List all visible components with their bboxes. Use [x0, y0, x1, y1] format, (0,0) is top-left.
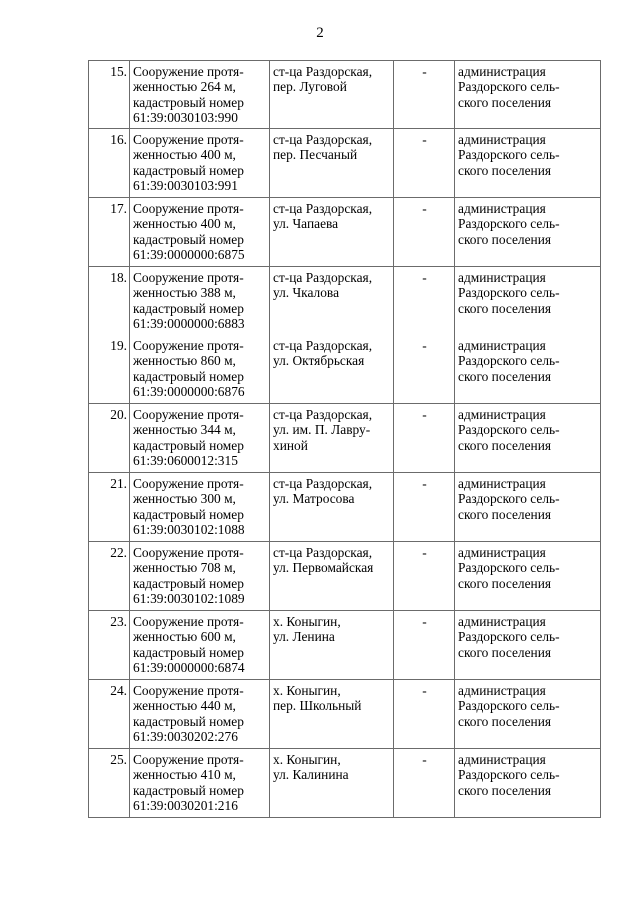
row-number-cell: 22.	[89, 542, 130, 611]
registry-body	[89, 61, 601, 818]
table-row	[89, 680, 601, 749]
encumbrance-cell: -	[394, 335, 455, 404]
object-address-cell: ст-ца Раздорская, ул. Матросова	[270, 473, 394, 542]
object-description-cell: Сооружение протя- женностью 440 м, кадастровый номер 61:39:0030202:276	[130, 680, 270, 749]
object-address-cell: х. Коныгин, ул. Калинина	[270, 749, 394, 818]
rights-holder-cell: администрация Раздорского сель- ского поселения	[455, 680, 601, 749]
object-address-cell: х. Коныгин, ул. Ленина	[270, 611, 394, 680]
object-address-cell: ст-ца Раздорская, пер. Луговой	[270, 61, 394, 129]
object-address-cell: ст-ца Раздорская, ул. Чапаева	[270, 198, 394, 267]
page-number: 2	[316, 25, 324, 41]
table-row	[89, 335, 601, 404]
row-number-cell: 23.	[89, 611, 130, 680]
row-number-cell: 19.	[89, 335, 130, 404]
table-row	[89, 542, 601, 611]
rights-holder-cell: администрация Раздорского сель- ского поселения	[455, 335, 601, 404]
rights-holder-cell: администрация Раздорского сель- ского поселения	[455, 611, 601, 680]
rights-holder-cell: администрация Раздорского сель- ского поселения	[455, 267, 601, 336]
row-number-cell: 21.	[89, 473, 130, 542]
object-address-cell: ст-ца Раздорская, ул. Чкалова	[270, 267, 394, 336]
table-row	[89, 129, 601, 198]
encumbrance-cell: -	[394, 267, 455, 336]
rights-holder-cell: администрация Раздорского сель- ского поселения	[455, 473, 601, 542]
encumbrance-cell: -	[394, 129, 455, 198]
object-address-cell: ст-ца Раздорская, пер. Песчаный	[270, 129, 394, 198]
object-description-cell: Сооружение протя- женностью 708 м, кадастровый номер 61:39:0030102:1089	[130, 542, 270, 611]
row-number-cell: 20.	[89, 404, 130, 473]
rights-holder-cell: администрация Раздорского сель- ского поселения	[455, 61, 601, 129]
object-description-cell: Сооружение протя- женностью 600 м, кадастровый номер 61:39:0000000:6874	[130, 611, 270, 680]
row-number-cell: 16.	[89, 129, 130, 198]
object-description-cell: Сооружение протя- женностью 344 м, кадастровый номер 61:39:0600012:315	[130, 404, 270, 473]
object-address-cell: ст-ца Раздорская, ул. Октябрьская	[270, 335, 394, 404]
object-address-cell: ст-ца Раздорская, ул. им. П. Лавру- хиной	[270, 404, 394, 473]
row-number-cell: 25.	[89, 749, 130, 818]
object-description-cell: Сооружение протя- женностью 410 м, кадастровый номер 61:39:0030201:216	[130, 749, 270, 818]
table-row	[89, 198, 601, 267]
table-row	[89, 611, 601, 680]
encumbrance-cell: -	[394, 749, 455, 818]
encumbrance-cell: -	[394, 542, 455, 611]
rights-holder-cell: администрация Раздорского сель- ского поселения	[455, 129, 601, 198]
rights-holder-cell: администрация Раздорского сель- ского поселения	[455, 749, 601, 818]
object-description-cell: Сооружение протя- женностью 400 м, кадастровый номер 61:39:0030103:991	[130, 129, 270, 198]
table-row	[89, 404, 601, 473]
row-number-cell: 24.	[89, 680, 130, 749]
rights-holder-cell: администрация Раздорского сель- ского поселения	[455, 198, 601, 267]
object-address-cell: х. Коныгин, пер. Школьный	[270, 680, 394, 749]
object-description-cell: Сооружение протя- женностью 300 м, кадастровый номер 61:39:0030102:1088	[130, 473, 270, 542]
encumbrance-cell: -	[394, 473, 455, 542]
object-description-cell: Сооружение протя- женностью 264 м, кадастровый номер 61:39:0030103:990	[130, 61, 270, 129]
object-description-cell: Сооружение протя- женностью 388 м, кадастровый номер 61:39:0000000:6883	[130, 267, 270, 336]
row-number-cell: 17.	[89, 198, 130, 267]
table-row	[89, 473, 601, 542]
table-row	[89, 749, 601, 818]
property-registry-table	[88, 60, 601, 818]
rights-holder-cell: администрация Раздорского сель- ского поселения	[455, 542, 601, 611]
encumbrance-cell: -	[394, 198, 455, 267]
row-number-cell: 15.	[89, 61, 130, 129]
table-row	[89, 61, 601, 129]
row-number-cell: 18.	[89, 267, 130, 336]
object-description-cell: Сооружение протя- женностью 400 м, кадастровый номер 61:39:0000000:6875	[130, 198, 270, 267]
encumbrance-cell: -	[394, 404, 455, 473]
encumbrance-cell: -	[394, 61, 455, 129]
table-row	[89, 267, 601, 336]
object-description-cell: Сооружение протя- женностью 860 м, кадастровый номер 61:39:0000000:6876	[130, 335, 270, 404]
encumbrance-cell: -	[394, 611, 455, 680]
rights-holder-cell: администрация Раздорского сель- ского поселения	[455, 404, 601, 473]
encumbrance-cell: -	[394, 680, 455, 749]
object-address-cell: ст-ца Раздорская, ул. Первомайская	[270, 542, 394, 611]
